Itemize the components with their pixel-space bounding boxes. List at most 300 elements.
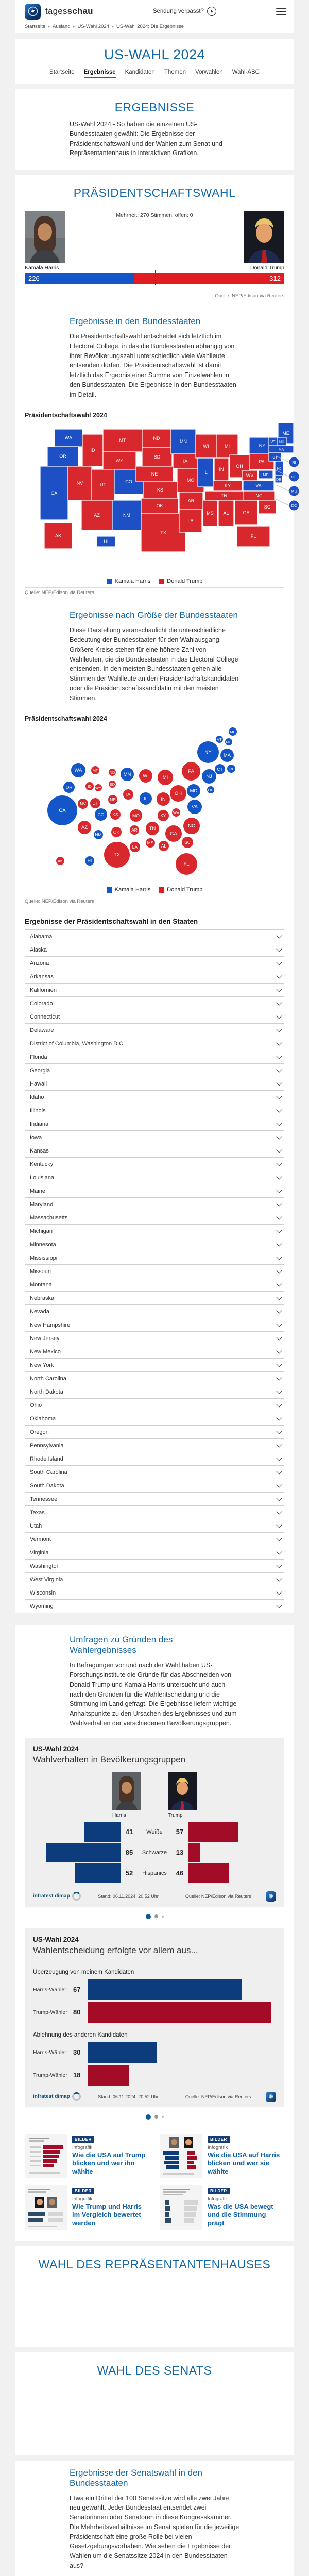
teaser-item[interactable]: [25, 2134, 149, 2178]
state-accordion-row[interactable]: Florida: [25, 1050, 284, 1063]
bubble-VA[interactable]: [187, 800, 202, 814]
svg-text:IA: IA: [126, 792, 130, 797]
state-accordion-row[interactable]: Nebraska: [25, 1291, 284, 1304]
chevron-down-icon: [276, 1468, 282, 1474]
state-accordion-row[interactable]: Tennessee: [25, 1492, 284, 1505]
state-accordion-row[interactable]: Maryland: [25, 1197, 284, 1211]
harris-bar: [75, 1863, 121, 1883]
state-accordion-row[interactable]: Delaware: [25, 1023, 284, 1037]
chevron-down-icon: [276, 1066, 282, 1072]
svg-text:VT: VT: [271, 440, 276, 444]
state-accordion-row[interactable]: Arizona: [25, 956, 284, 970]
house-heading: WAHL DES REPRÄSENTANTENHAUSES: [15, 2246, 294, 2277]
infographic-source: Quelle: NEP/Edison via Reuters: [176, 2094, 261, 2099]
state-accordion-row[interactable]: Alaska: [25, 943, 284, 956]
senate-results-heading[interactable]: Ergebnisse der Senatswahl in den Bundesstaaten: [70, 2468, 239, 2488]
teaser-kicker: Infografik: [72, 2143, 149, 2151]
svg-text:CA: CA: [51, 490, 58, 496]
state-callout-RI[interactable]: [289, 457, 299, 467]
senate-heading: WAHL DES SENATS: [15, 2352, 294, 2383]
state-NV[interactable]: [68, 466, 92, 500]
decision-infographic: [25, 1928, 284, 2107]
state-IA[interactable]: [173, 454, 198, 468]
section-tabs: [15, 66, 294, 84]
bubble-NY[interactable]: [197, 741, 219, 763]
teaser-title[interactable]: Wie Trump und Harris im Vergleich bewertet werden: [72, 2202, 149, 2228]
state-accordion-row[interactable]: Vermont: [25, 1532, 284, 1546]
umfragen-card: [15, 1625, 294, 2241]
teaser-title[interactable]: Wie die USA auf Trump blicken und wer ihn wählte: [72, 2151, 149, 2176]
chevron-down-icon: [276, 1200, 282, 1206]
state-accordion-row[interactable]: Texas: [25, 1505, 284, 1519]
svg-text:NJ: NJ: [277, 467, 282, 471]
state-accordion-row[interactable]: Maine: [25, 1184, 284, 1197]
svg-text:OH: OH: [175, 791, 182, 796]
svg-text:NH: NH: [226, 740, 232, 744]
state-accordion-row[interactable]: West Virginia: [25, 1572, 284, 1586]
state-VT[interactable]: [269, 437, 277, 446]
infographic-title: Wahlentscheidung erfolgte vor allem aus...: [33, 1943, 276, 1961]
chevron-down-icon: [276, 1308, 282, 1313]
trump-bar: [188, 1863, 229, 1883]
svg-text:MS: MS: [207, 511, 214, 516]
state-UT[interactable]: [92, 469, 114, 500]
trump-bar: [188, 1822, 238, 1842]
bubble-AZ[interactable]: [78, 821, 91, 834]
state-NH[interactable]: [277, 437, 286, 446]
state-AK[interactable]: [44, 523, 72, 549]
svg-text:WI: WI: [203, 444, 209, 449]
state-accordion-row[interactable]: Wisconsin: [25, 1586, 284, 1599]
state-CA[interactable]: [40, 466, 68, 520]
svg-text:KY: KY: [160, 813, 166, 818]
state-callout-MD[interactable]: [289, 486, 299, 496]
bubble-NE[interactable]: [108, 795, 117, 804]
title-card: [15, 39, 294, 84]
bubble-NH[interactable]: [225, 738, 232, 745]
infographic-title: Wahlverhalten in Bevölkerungsgruppen: [33, 1753, 276, 1770]
state-accordion-row[interactable]: Washington: [25, 1559, 284, 1572]
bubble-UT[interactable]: [90, 798, 100, 808]
svg-text:TN: TN: [221, 493, 227, 498]
state-WA[interactable]: [55, 429, 82, 447]
state-accordion-row[interactable]: Kentucky: [25, 1157, 284, 1171]
svg-text:MO: MO: [132, 813, 140, 818]
svg-text:MI: MI: [163, 775, 168, 781]
svg-text:PA: PA: [259, 459, 264, 464]
chevron-down-icon: [276, 1093, 282, 1099]
chevron-down-icon: [276, 1254, 282, 1260]
size-subheading[interactable]: Ergebnisse nach Größe der Bundesstaaten: [70, 610, 239, 620]
teaser-kicker: Infografik: [208, 2143, 284, 2151]
bubble-ME[interactable]: [229, 727, 237, 736]
electoral-cartogram[interactable]: [25, 725, 303, 880]
electoral-result-bar: [25, 273, 284, 284]
bubble-MT[interactable]: [91, 766, 99, 774]
bubble-WI[interactable]: [139, 769, 152, 783]
state-accordion-row[interactable]: Pennsylvania: [25, 1438, 284, 1452]
infratest-dimap-logo: infratest dimap: [33, 2092, 81, 2101]
legend-entry: Kamala Harris: [107, 578, 151, 584]
state-SD[interactable]: [142, 448, 172, 466]
bubble-WV[interactable]: [172, 808, 180, 817]
state-accordion-row[interactable]: Indiana: [25, 1117, 284, 1130]
state-accordion-row[interactable]: South Carolina: [25, 1465, 284, 1479]
chevron-down-icon: [276, 946, 282, 952]
svg-text:ND: ND: [153, 436, 160, 441]
state-accordion-row[interactable]: Arkansas: [25, 970, 284, 983]
svg-text:WA: WA: [65, 435, 72, 440]
tab-wahl-abc[interactable]: Wahl-ABC: [232, 69, 260, 78]
svg-text:WI: WI: [143, 773, 149, 779]
teaser-item[interactable]: [160, 2134, 284, 2178]
trump-bar: [188, 1843, 200, 1862]
tab-vorwahlen[interactable]: Vorwahlen: [195, 69, 223, 78]
bubble-LA[interactable]: [130, 842, 140, 852]
demographics-row: 52 Hispanics 46: [33, 1863, 276, 1883]
state-callout-DC[interactable]: [289, 501, 299, 511]
state-accordion-row[interactable]: Colorado: [25, 996, 284, 1010]
chevron-down-icon: [276, 1013, 282, 1019]
states-subheading[interactable]: Ergebnisse in den Bundesstaaten: [70, 316, 239, 327]
trump-name: Donald Trump: [250, 265, 284, 271]
state-IN[interactable]: [214, 458, 229, 481]
bubble-ND[interactable]: [109, 769, 116, 776]
bilder-badge: BILDER: [208, 2188, 230, 2194]
bubble-GA[interactable]: [165, 825, 182, 842]
bubble-IN[interactable]: [157, 792, 170, 806]
state-NE[interactable]: [136, 466, 173, 482]
menu-button[interactable]: [276, 8, 286, 15]
svg-text:ID: ID: [91, 448, 96, 453]
bubble-MD[interactable]: [187, 784, 200, 798]
state-accordion-row[interactable]: Iowa: [25, 1130, 284, 1144]
teaser-title[interactable]: Was die USA bewegt und die Stimmung prägt: [208, 2202, 284, 2228]
bubble-OR[interactable]: [63, 782, 75, 793]
chevron-down-icon: [276, 1053, 282, 1059]
svg-text:IL: IL: [203, 470, 208, 475]
bubble-IA[interactable]: [123, 789, 133, 800]
tab-kandidaten[interactable]: Kandidaten: [125, 69, 155, 78]
state-HI[interactable]: [97, 536, 115, 547]
tab-startseite[interactable]: Startseite: [49, 69, 75, 78]
bubble-DE[interactable]: [207, 786, 214, 793]
svg-text:IN: IN: [219, 467, 224, 472]
svg-text:VA: VA: [255, 483, 261, 488]
state-accordion-row[interactable]: Kansas: [25, 1144, 284, 1157]
bubble-SC[interactable]: [182, 837, 193, 848]
chevron-down-icon: [276, 1549, 282, 1554]
bubble-WA[interactable]: [71, 763, 85, 777]
state-accordion-row[interactable]: Rhode Island: [25, 1452, 284, 1465]
chevron-down-icon: [276, 1267, 282, 1273]
state-accordion-row[interactable]: Georgia: [25, 1063, 284, 1077]
svg-text:UT: UT: [100, 482, 106, 487]
bubble-PA[interactable]: [182, 762, 200, 781]
svg-text:MT: MT: [119, 438, 126, 443]
state-accordion-heading: Ergebnisse der Präsidentschaftswahl in den Staaten: [25, 909, 284, 929]
ard-mini-logo-icon: ◉: [266, 1891, 276, 1902]
bubble-MS[interactable]: [146, 838, 155, 848]
infographic-source: Quelle: NEP/Edison via Reuters: [176, 1894, 261, 1899]
umfragen-heading[interactable]: Umfragen zu Gründen des Wahlergebnisses: [70, 1635, 239, 1655]
teaser-item[interactable]: [25, 2185, 149, 2230]
svg-text:VT: VT: [217, 737, 222, 742]
chevron-down-icon: [276, 1428, 282, 1434]
bubble-KY[interactable]: [158, 810, 169, 821]
bubble-TN[interactable]: [146, 822, 159, 835]
bubble-OK[interactable]: [111, 827, 122, 837]
state-accordion-row[interactable]: Massachusetts: [25, 1211, 284, 1224]
carousel-dot[interactable]: [154, 2115, 158, 2119]
state-AR[interactable]: [179, 492, 203, 510]
chevron-down-icon: [276, 1281, 282, 1286]
state-accordion-row[interactable]: Oregon: [25, 1425, 284, 1438]
svg-text:NY: NY: [204, 750, 212, 755]
state-accordion-row[interactable]: Minnesota: [25, 1238, 284, 1251]
carousel-dot[interactable]: [146, 2114, 151, 2120]
demographics-row: 85 Schwarze 13: [33, 1843, 276, 1862]
state-CT[interactable]: [269, 453, 281, 461]
state-accordion-row[interactable]: Wyoming: [25, 1599, 284, 1613]
chevron-down-icon: [276, 1080, 282, 1086]
state-MN[interactable]: [171, 429, 196, 454]
breadcrumb-item[interactable]: US-Wahl 2024: [78, 24, 109, 29]
house-card: [15, 2246, 294, 2347]
state-accordion-row[interactable]: Idaho: [25, 1090, 284, 1104]
trump-chart-photo: [168, 1772, 197, 1810]
state-NC[interactable]: [243, 491, 275, 500]
breadcrumb-item[interactable]: Ausland: [53, 24, 70, 29]
state-MS[interactable]: [203, 500, 217, 526]
harris-bar: [84, 1822, 121, 1842]
bubble-MN[interactable]: [121, 768, 134, 781]
state-accordion-row[interactable]: Ohio: [25, 1398, 284, 1412]
bubble-MO[interactable]: [130, 809, 142, 822]
svg-text:AR: AR: [188, 498, 195, 503]
harris-bar: [46, 1843, 121, 1862]
bubble-AL[interactable]: [159, 841, 169, 851]
svg-text:NE: NE: [151, 471, 158, 477]
teaser-title[interactable]: Wie die USA auf Harris blicken und wer sie wählte: [208, 2151, 284, 2176]
state-accordion-row[interactable]: New Mexico: [25, 1345, 284, 1358]
senate-results-card: [15, 2461, 294, 2576]
tagesschau-logo-icon[interactable]: [25, 4, 41, 20]
state-GA[interactable]: [235, 500, 258, 525]
bubble-IL[interactable]: [140, 792, 152, 805]
breadcrumb: [15, 23, 294, 33]
state-LA[interactable]: [179, 510, 202, 532]
state-NM[interactable]: [112, 500, 141, 530]
state-accordion-row[interactable]: Hawaii: [25, 1077, 284, 1090]
state-WV[interactable]: [242, 470, 258, 481]
source-note: Quelle: NEP/Edison via Reuters: [25, 291, 284, 307]
svg-text:MS: MS: [147, 840, 154, 845]
chevron-down-icon: [276, 1361, 282, 1367]
svg-text:FL: FL: [183, 861, 189, 867]
state-accordion-row[interactable]: Nevada: [25, 1304, 284, 1318]
state-SC[interactable]: [259, 500, 276, 514]
teaser-item[interactable]: [160, 2185, 284, 2230]
state-accordion-row[interactable]: Alabama: [25, 929, 284, 943]
chevron-down-icon: [276, 1375, 282, 1380]
state-FL[interactable]: [237, 526, 270, 547]
state-TX[interactable]: [141, 514, 185, 552]
state-accordion-row[interactable]: District of Columbia, Washington D.C.: [25, 1037, 284, 1050]
chevron-down-icon: [276, 1227, 282, 1233]
state-MI[interactable]: [216, 434, 238, 458]
svg-text:WV: WV: [173, 810, 179, 815]
carousel-dot[interactable]: [146, 1914, 151, 1919]
state-ND[interactable]: [142, 429, 171, 448]
teaser-kicker: Infografik: [72, 2195, 149, 2202]
state-KS[interactable]: [143, 482, 177, 498]
bubble-KS[interactable]: [110, 809, 121, 820]
demographics-row: 41 Weiße 57: [33, 1822, 276, 1842]
bubble-CT[interactable]: [215, 764, 225, 774]
breadcrumb-item[interactable]: US-Wahl 2024: Die Ergebnisse: [116, 24, 184, 29]
state-accordion-row[interactable]: New Hampshire: [25, 1318, 284, 1331]
state-winner-map[interactable]: [25, 422, 303, 571]
chevron-down-icon: [276, 1522, 282, 1528]
svg-text:MA: MA: [279, 448, 284, 452]
chevron-down-icon: [276, 1495, 282, 1501]
chevron-down-icon: [276, 1509, 282, 1514]
bubble-WY[interactable]: [95, 784, 102, 791]
bubble-OH[interactable]: [170, 785, 186, 802]
state-accordion-row[interactable]: South Dakota: [25, 1479, 284, 1492]
bubble-NM[interactable]: [94, 830, 103, 839]
bubble-MI[interactable]: [158, 770, 173, 785]
state-accordion-row[interactable]: Oklahoma: [25, 1412, 284, 1425]
bubble-ID[interactable]: [85, 782, 94, 790]
state-KY[interactable]: [213, 481, 242, 491]
svg-text:MO: MO: [187, 478, 195, 483]
state-accordion-row[interactable]: Michigan: [25, 1224, 284, 1238]
bubble-AK[interactable]: [56, 857, 64, 865]
bubble-VT[interactable]: [216, 736, 223, 743]
bubble-HI[interactable]: [85, 856, 94, 866]
state-TN[interactable]: [205, 491, 243, 500]
senate-results-text: Etwa ein Drittel der 100 Senatssitze wird alle zwei Jahre neu gewählt. Jeder Bundesstaat entsendet zwei Senatorinnen oder Senatoren in diese Kongresskammer. Die Mehrheitsverhältnisse im Senat spielen für die jeweilige Präsidentschaft eine große Rolle bei vielen Gesetzgebungsvorhaben. Wie sehen die Ergebnisse der Wahlen um die Senatssitze 2024 in den Bundesstaaten aus?: [70, 2494, 239, 2571]
svg-text:AL: AL: [223, 511, 229, 516]
states-text: Die Präsidentschaftswahl entscheidet sich letztlich im Electoral College, in das die Bundesstaaten abhängig von ihrer Bevölkerungszahl unterschiedlich viele Wahlleute entsenden dürfen. Die Präsidentschaftswahl ist damit letztlich das Ergebnis einer Summe von Einzelwahlen in den Bundesstaaten. Die Ergebnisse in den Bundesstaaten im Detail.: [70, 332, 239, 399]
svg-text:KS: KS: [157, 487, 163, 493]
carousel-dot[interactable]: [162, 2116, 164, 2118]
state-MT[interactable]: [103, 429, 142, 452]
state-accordion-row[interactable]: Utah: [25, 1519, 284, 1532]
state-accordion-row[interactable]: North Carolina: [25, 1371, 284, 1385]
bubble-SD[interactable]: [109, 781, 116, 788]
state-accordion-row[interactable]: Virginia: [25, 1546, 284, 1559]
svg-text:NJ: NJ: [206, 774, 212, 779]
play-icon[interactable]: [207, 7, 216, 16]
bubble-NC[interactable]: [183, 818, 200, 834]
bubble-FL[interactable]: [176, 853, 197, 875]
svg-text:MD: MD: [291, 489, 297, 494]
chevron-down-icon: [276, 1602, 282, 1608]
breadcrumb-separator-icon: ▸: [48, 24, 50, 29]
state-accordion-row[interactable]: Connecticut: [25, 1010, 284, 1023]
breadcrumb-separator-icon: ▸: [73, 24, 75, 29]
state-OK[interactable]: [141, 498, 178, 514]
svg-text:DE: DE: [208, 788, 213, 792]
state-WY[interactable]: [103, 452, 136, 469]
state-VA[interactable]: [243, 481, 274, 491]
watch-missed-link[interactable]: Sendung verpasst?: [93, 7, 276, 16]
state-accordion: [25, 929, 284, 1613]
majority-label: Mehrheit: 270 Stimmen, offen: 0: [25, 205, 284, 218]
state-accordion-row[interactable]: Mississippi: [25, 1251, 284, 1264]
svg-text:CT: CT: [217, 767, 222, 772]
state-accordion-row[interactable]: Missouri: [25, 1264, 284, 1278]
decision-row: Harris-Wähler 67: [33, 1978, 276, 2001]
state-AL[interactable]: [218, 500, 234, 526]
state-accordion-row[interactable]: Montana: [25, 1278, 284, 1291]
state-MD[interactable]: [259, 470, 273, 479]
state-ID[interactable]: [82, 434, 103, 466]
breadcrumb-item[interactable]: Startseite: [25, 24, 45, 29]
map-source-note: Quelle: NEP/Edison via Reuters: [25, 587, 284, 601]
harris-name: Kamala Harris: [25, 265, 59, 271]
svg-text:LA: LA: [132, 844, 138, 850]
state-AZ[interactable]: [81, 500, 112, 530]
tab-ergebnisse[interactable]: Ergebnisse: [84, 69, 116, 78]
svg-text:CA: CA: [59, 808, 66, 814]
tab-themen[interactable]: Themen: [164, 69, 186, 78]
state-MA[interactable]: [269, 446, 294, 453]
svg-text:NE: NE: [110, 797, 116, 802]
state-accordion-row[interactable]: Illinois: [25, 1104, 284, 1117]
bubble-AR[interactable]: [130, 825, 139, 835]
state-OR[interactable]: [47, 447, 78, 466]
chevron-down-icon: [276, 1334, 282, 1340]
svg-text:MN: MN: [124, 772, 131, 777]
ard-mini-logo-icon: ◉: [266, 2092, 276, 2102]
carousel-dot[interactable]: [162, 1916, 164, 1918]
state-callout-DE[interactable]: [289, 472, 299, 482]
svg-text:MA: MA: [224, 753, 231, 758]
chevron-down-icon: [276, 1348, 282, 1353]
state-accordion-row[interactable]: North Dakota: [25, 1385, 284, 1398]
bubble-TX[interactable]: [104, 842, 130, 868]
decision-bar: [88, 1979, 242, 2000]
chevron-down-icon: [276, 1575, 282, 1581]
state-accordion-row[interactable]: New Jersey: [25, 1331, 284, 1345]
bubble-CO[interactable]: [95, 808, 107, 821]
carousel-dot[interactable]: [154, 1914, 158, 1918]
svg-text:NV: NV: [80, 801, 86, 806]
state-IL[interactable]: [198, 458, 213, 487]
bubble-NJ[interactable]: [202, 769, 216, 784]
teaser-thumbnail: [25, 2134, 67, 2178]
legend-entry: Kamala Harris: [107, 887, 151, 893]
bubble-RI[interactable]: [227, 765, 235, 773]
state-accordion-row[interactable]: Kalifornien: [25, 983, 284, 996]
cartogram-source-note: Quelle: NEP/Edison via Reuters: [25, 896, 284, 909]
chevron-down-icon: [276, 1388, 282, 1394]
site-logo-text[interactable]: tagesschau: [45, 6, 93, 16]
bubble-MA[interactable]: [220, 749, 234, 762]
state-DE[interactable]: [275, 476, 282, 483]
state-accordion-row[interactable]: New York: [25, 1358, 284, 1371]
state-accordion-row[interactable]: Louisiana: [25, 1171, 284, 1184]
svg-text:VA: VA: [192, 804, 198, 810]
svg-text:GA: GA: [170, 831, 177, 837]
bubble-CA[interactable]: [47, 795, 77, 825]
bubble-NV[interactable]: [78, 799, 88, 809]
state-WI[interactable]: [196, 434, 216, 458]
